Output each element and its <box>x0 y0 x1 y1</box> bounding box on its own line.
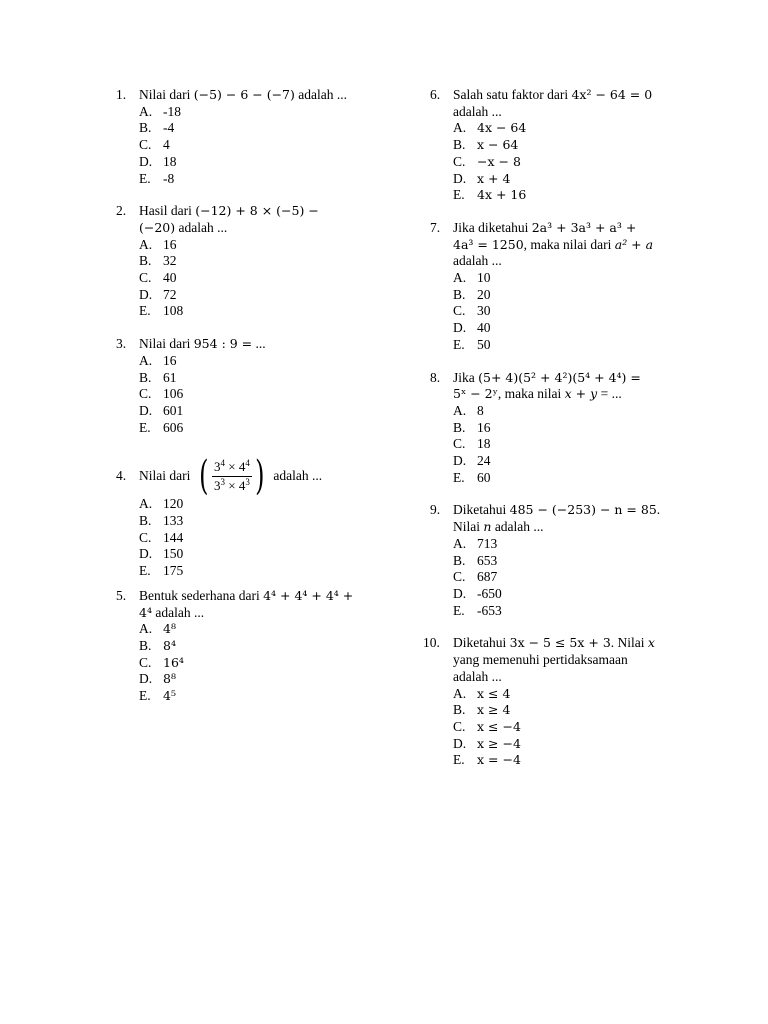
option-a: A. 8 <box>453 402 484 418</box>
question-number: 9. <box>430 502 441 518</box>
option-b: B. 61 <box>139 369 177 385</box>
option-d: D. -650 <box>453 585 502 601</box>
question-5 <box>116 588 386 705</box>
question-text: Nilai dari (−5) − 6 − (−7) adalah ... <box>139 87 347 102</box>
option-b: B. 32 <box>139 253 177 269</box>
option-c: C. 687 <box>453 569 498 585</box>
option-a: A. -18 <box>139 103 181 119</box>
question-number: 3. <box>116 336 127 352</box>
question-text: Diketahui 3x − 5 ≤ 5x + 3. Nilai x yang memenuhi pertidaksamaan adalah ... <box>453 635 655 684</box>
question-number: 2. <box>116 203 127 219</box>
option-c: C. 18 <box>453 436 491 452</box>
option-b: B. 133 <box>139 513 184 529</box>
question-text: Hasil dari (−12) + 8 × (−5) − (−20) adalah ... <box>139 203 319 235</box>
question-1 <box>116 87 386 187</box>
option-c: C. x ≤ −4 <box>453 718 521 734</box>
option-e: E. 606 <box>139 419 184 435</box>
option-c: C. 30 <box>453 303 491 319</box>
left-parenthesis: ( <box>199 453 209 500</box>
right-parenthesis: ) <box>254 453 265 500</box>
option-b: B. 16 <box>453 419 491 435</box>
option-e: E. 108 <box>139 303 184 319</box>
option-e: E. 4⁵ <box>139 688 176 704</box>
option-d: D. 24 <box>453 453 491 469</box>
option-a: A. 4x − 64 <box>453 120 527 136</box>
option-d: D. x ≥ −4 <box>453 735 521 751</box>
option-d: D. 8⁸ <box>139 671 176 687</box>
question-2 <box>116 203 386 320</box>
option-e: E. -8 <box>139 170 175 186</box>
option-b: B. 20 <box>453 286 491 302</box>
option-a: A. 120 <box>139 496 184 512</box>
fraction-expression <box>196 453 267 500</box>
option-e: E. x = −4 <box>453 752 521 768</box>
question-number: 10. <box>423 635 440 651</box>
option-b: B. 653 <box>453 552 498 568</box>
question-text: Jika (5+ 4)(5² + 4²)(5⁴ + 4⁴) = 5ˣ − 2ʸ, maka nilai x + y = ... <box>453 369 641 402</box>
question-number: 4. <box>116 468 127 483</box>
question-3 <box>116 336 386 436</box>
option-e: E. 175 <box>139 563 184 579</box>
question-text: Diketahui 485 − (−253) − n = 85. Nilai n adalah ... <box>453 502 661 535</box>
option-d: D. 150 <box>139 546 184 562</box>
question-text: Bentuk sederhana dari 4⁴ + 4⁴ + 4⁴ + 4⁴ adalah ... <box>139 587 354 620</box>
question-number: 5. <box>116 587 127 603</box>
option-e: E. 60 <box>453 469 491 485</box>
question-number: 6. <box>430 87 441 102</box>
option-c: C. −x − 8 <box>453 153 521 169</box>
option-d: D. 40 <box>453 320 491 336</box>
question-text: Jika diketahui 2a³ + 3a³ + a³ + 4a³ = 1250, maka nilai dari a² + a adalah ... <box>453 219 654 269</box>
option-d: D. 18 <box>139 153 177 169</box>
option-b: B. x − 64 <box>453 137 519 153</box>
question-number: 8. <box>430 369 441 385</box>
option-b: B. x ≥ 4 <box>453 702 511 718</box>
option-a: A. 16 <box>139 236 177 252</box>
option-b: B. -4 <box>139 120 175 136</box>
question-8 <box>430 370 680 487</box>
option-d: D. 72 <box>139 286 177 302</box>
option-a: A. 4⁸ <box>139 621 176 637</box>
question-7 <box>430 220 680 354</box>
question-10 <box>423 635 680 769</box>
option-a: A. 10 <box>453 270 491 286</box>
option-c: C. 40 <box>139 270 177 286</box>
question-text: Nilai dari ( $\frac{3^4 \times 4^4}{3^3 \times 4^3}$ ) adalah ... <box>139 453 323 500</box>
fraction-numerator: $3^4 \times 4^4$ <box>212 458 252 477</box>
option-d: D. x + 4 <box>453 170 511 186</box>
question-text: Nilai dari 954 : 9 = ... <box>139 336 266 352</box>
question-9 <box>430 502 680 619</box>
option-c: C. 144 <box>139 529 184 545</box>
option-c: C. 16⁴ <box>139 654 184 670</box>
option-e: E. 4x + 16 <box>453 187 527 203</box>
option-d: D. 601 <box>139 402 184 418</box>
option-c: C. 4 <box>139 137 170 153</box>
question-number: 1. <box>116 87 127 102</box>
right-column <box>423 87 680 785</box>
fraction-denominator: $3^3 \times 4^3$ <box>213 476 250 493</box>
option-c: C. 106 <box>139 386 184 402</box>
option-e: E. 50 <box>453 336 491 352</box>
option-b: B. 8⁴ <box>139 637 176 653</box>
option-e: E. -653 <box>453 602 502 618</box>
option-a: A. x ≤ 4 <box>453 685 511 701</box>
question-number: 7. <box>430 219 441 235</box>
question-4 <box>116 453 386 580</box>
left-column <box>116 87 386 721</box>
option-a: A. 16 <box>139 352 177 368</box>
question-6 <box>430 87 680 204</box>
option-a: A. 713 <box>453 535 498 551</box>
question-text: Salah satu faktor dari 4x² − 64 = 0 adalah ... <box>453 87 653 119</box>
